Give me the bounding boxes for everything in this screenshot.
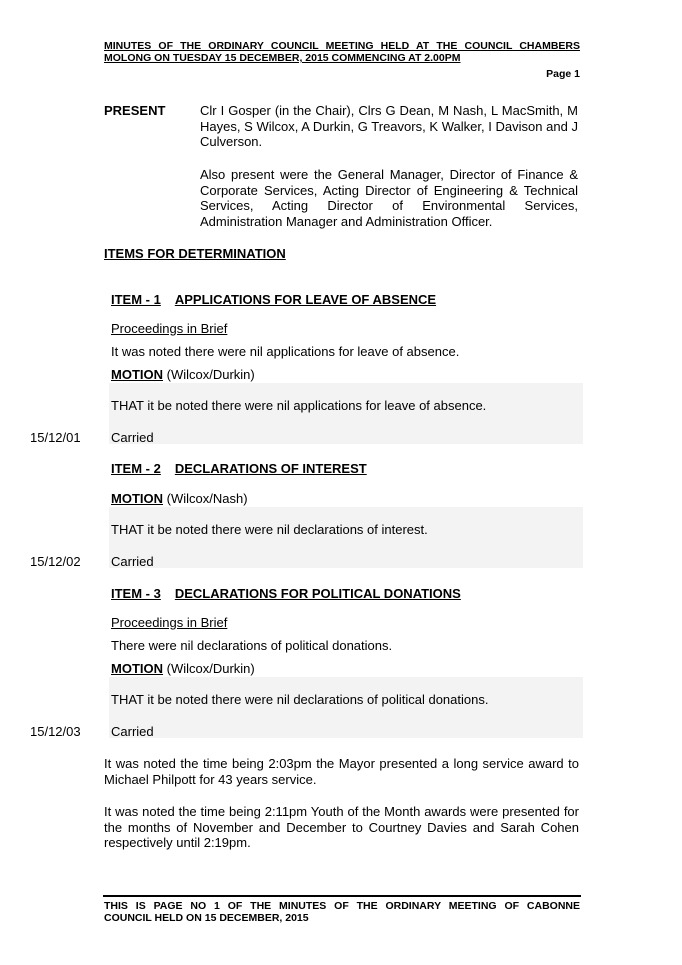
item-3-proceedings-text: There were nil declarations of political donations. (111, 638, 393, 653)
item-2-motion-label: MOTION (111, 491, 163, 506)
item-2-resolution-shade (109, 507, 583, 568)
item-1-proceedings-label: Proceedings in Brief (111, 321, 228, 336)
item-2-motion (111, 491, 248, 506)
item-2-resolution: THAT it be noted there were nil declarations of interest. (111, 522, 428, 537)
item-2-outcome: Carried (111, 554, 154, 569)
document-footer (104, 900, 580, 924)
item-2-heading: DECLARATIONS OF INTEREST (174, 461, 367, 476)
item-3-motion-movers: (Wilcox/Durkin) (166, 661, 255, 676)
item-3-heading: DECLARATIONS FOR POLITICAL DONATIONS (174, 586, 461, 601)
item-2-number: ITEM - 2 (111, 461, 161, 476)
item-1-resolution: THAT it be noted there were nil applications for leave of absence. (111, 398, 487, 413)
present-councillors: Clr I Gosper (in the Chair), Clrs G Dean, M Nash, L MacSmith, M Hayes, S Wilcox, A Durkin, G Treavors, K Walker, I Davison and J Culverson. (200, 103, 578, 149)
item-1-heading: APPLICATIONS FOR LEAVE OF ABSENCE (174, 292, 437, 307)
item-3-title (111, 586, 461, 601)
item-3-motion-label: MOTION (111, 661, 163, 676)
present-label: PRESENT (104, 103, 166, 118)
also-present: Also present were the General Manager, Director of Finance & Corporate Services, Acting Director of Engineering & Technical Services, Acting Director of Environmental Services, Administration Manager and Administration Officer. (200, 167, 578, 229)
note-long-service-award: It was noted the time being 2:03pm the Mayor presented a long service award to Michael Philpott for 43 years service. (104, 756, 579, 787)
footer-line-1: THIS IS PAGE NO 1 OF THE MINUTES OF THE ORDINARY MEETING OF CABONNE (104, 900, 580, 912)
item-3-resolution-number: 15/12/03 (30, 724, 81, 739)
item-2-title (111, 461, 367, 476)
item-1-resolution-number: 15/12/01 (30, 430, 81, 445)
item-1-resolution-shade (109, 383, 583, 444)
page-number: Page 1 (546, 68, 580, 80)
item-3-outcome: Carried (111, 724, 154, 739)
footer-line-2: COUNCIL HELD ON 15 DECEMBER, 2015 (104, 912, 309, 924)
document-header (104, 40, 580, 64)
item-2-resolution-number: 15/12/02 (30, 554, 81, 569)
item-1-outcome: Carried (111, 430, 154, 445)
item-1-motion-movers: (Wilcox/Durkin) (166, 367, 255, 382)
item-3-resolution: THAT it be noted there were nil declarations of political donations. (111, 692, 489, 707)
item-1-title (111, 292, 436, 307)
item-3-resolution-shade (109, 677, 583, 738)
item-3-motion (111, 661, 255, 676)
note-youth-of-the-month: It was noted the time being 2:11pm Youth of the Month awards were presented for the months of November and December to Courtney Davies and Sarah Cohen respectively until 2:19pm. (104, 804, 579, 850)
header-line-1: MINUTES OF THE ORDINARY COUNCIL MEETING HELD AT THE COUNCIL CHAMBERS (104, 40, 580, 52)
item-2-motion-movers: (Wilcox/Nash) (166, 491, 248, 506)
item-3-proceedings-label: Proceedings in Brief (111, 615, 228, 630)
footer-divider (103, 895, 581, 897)
item-1-number: ITEM - 1 (111, 292, 161, 307)
header-line-2: MOLONG ON TUESDAY 15 DECEMBER, 2015 COMMENCING AT 2.00PM (104, 52, 461, 64)
items-heading: ITEMS FOR DETERMINATION (104, 246, 286, 261)
item-1-motion (111, 367, 255, 382)
item-1-proceedings-text: It was noted there were nil applications for leave of absence. (111, 344, 460, 359)
item-1-motion-label: MOTION (111, 367, 163, 382)
item-3-number: ITEM - 3 (111, 586, 161, 601)
